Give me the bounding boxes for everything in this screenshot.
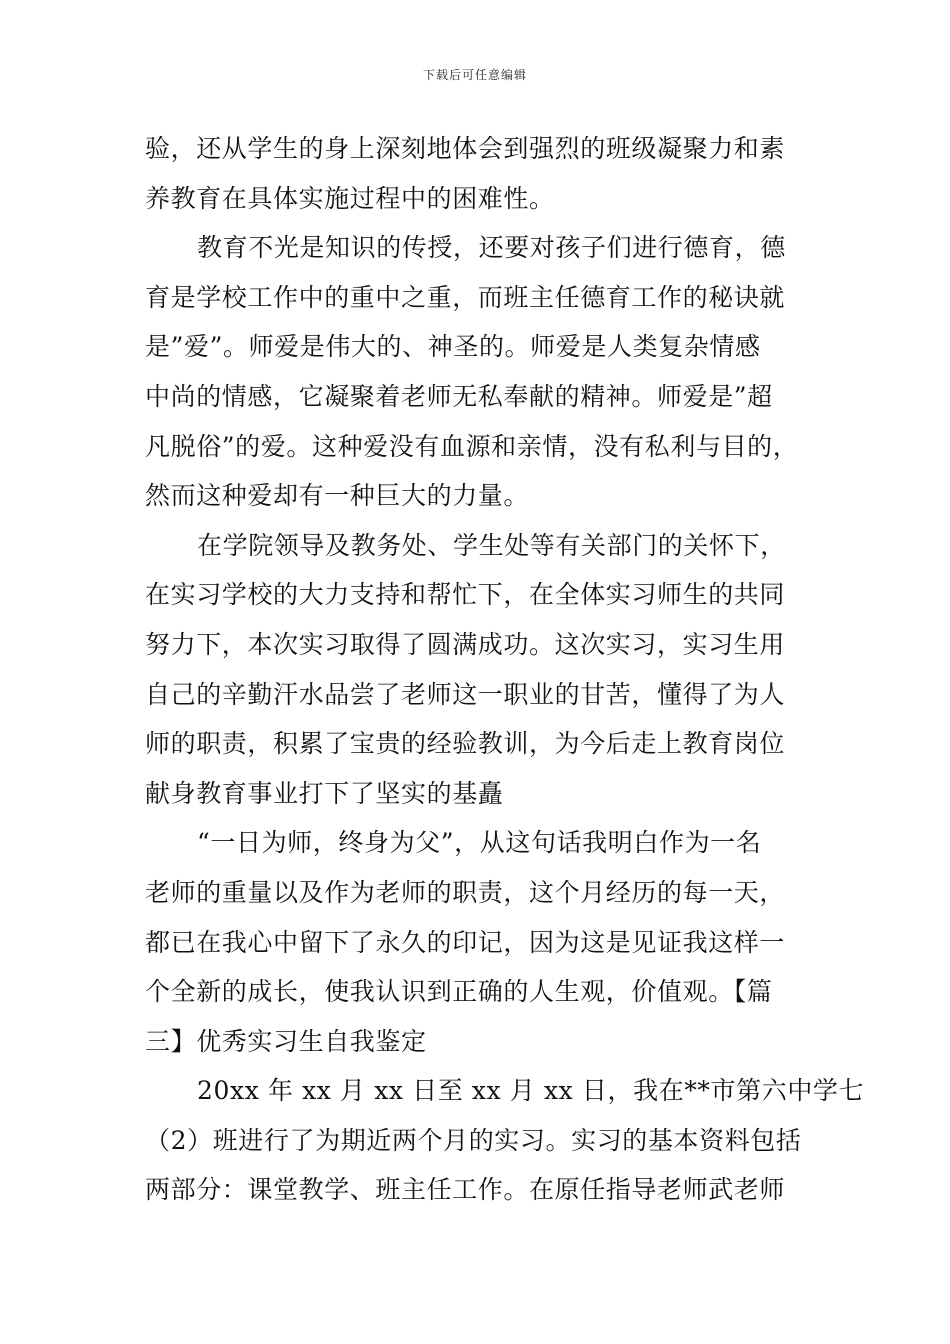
- text-line: 在实习学校的大力支持和帮忙下，在全体实习师生的共同: [145, 580, 786, 610]
- text-line: 验，还从学生的身上深刻地体会到强烈的班级凝聚力和素: [145, 134, 786, 163]
- text-line: （2）班进行了为期近两个月的实习。实习的基本资料包括: [145, 1125, 802, 1155]
- text-line: 教育不光是知识的传授，还要对孩子们进行德育，德: [197, 233, 786, 263]
- text-line: 在学院领导及教务处、学生处等有关部门的关怀下，: [197, 530, 786, 560]
- text-line: 努力下，本次实习取得了圆满成功。这次实习，实习生用: [145, 629, 786, 659]
- text-line: 是”爱”。师爱是伟大的、神圣的。师爱是人类复杂情感: [145, 332, 761, 362]
- text-line: 师的职责，积累了宝贵的经验教训，为今后走上教育岗位: [145, 729, 786, 759]
- text-line: 三】优秀实习生自我鉴定: [145, 1026, 427, 1056]
- text-line: 凡脱俗”的爱。这种爱没有血源和亲情，没有私利与目的，: [145, 431, 799, 461]
- document-body: [145, 124, 865, 1215]
- page-header: 下载后可任意编辑: [422, 68, 527, 82]
- text-line: 育是学校工作中的重中之重，而班主任德育工作的秘诀就: [145, 282, 786, 312]
- text-line: 两部分：课堂教学、班主任工作。在原任指导老师武老师: [145, 1175, 786, 1205]
- text-line: 自己的辛勤汗水品尝了老师这一职业的甘苦，懂得了为人: [145, 679, 786, 709]
- text-line: 20xx 年 xx 月 xx 日至 xx 月 xx 日，我在**市第六中学七: [197, 1076, 865, 1106]
- text-line: 老师的重量以及作为老师的职责，这个月经历的每一天，: [145, 877, 786, 907]
- text-line: “一日为师，终身为父”，从这句话我明白作为一名: [197, 828, 762, 858]
- text-line: 然而这种爱却有一种巨大的力量。: [145, 481, 530, 511]
- text-line: 个全新的成长，使我认识到正确的人生观，价值观。【篇: [145, 977, 773, 1007]
- text-line: 养教育在具体实施过程中的困难性。: [145, 183, 555, 213]
- text-line: 献身教育事业打下了坚实的基矗: [145, 778, 504, 808]
- text-line: 都已在我心中留下了永久的印记，因为这是见证我这样一: [145, 927, 786, 957]
- text-line: 中尚的情感，它凝聚着老师无私奉献的精神。师爱是”超: [145, 381, 773, 411]
